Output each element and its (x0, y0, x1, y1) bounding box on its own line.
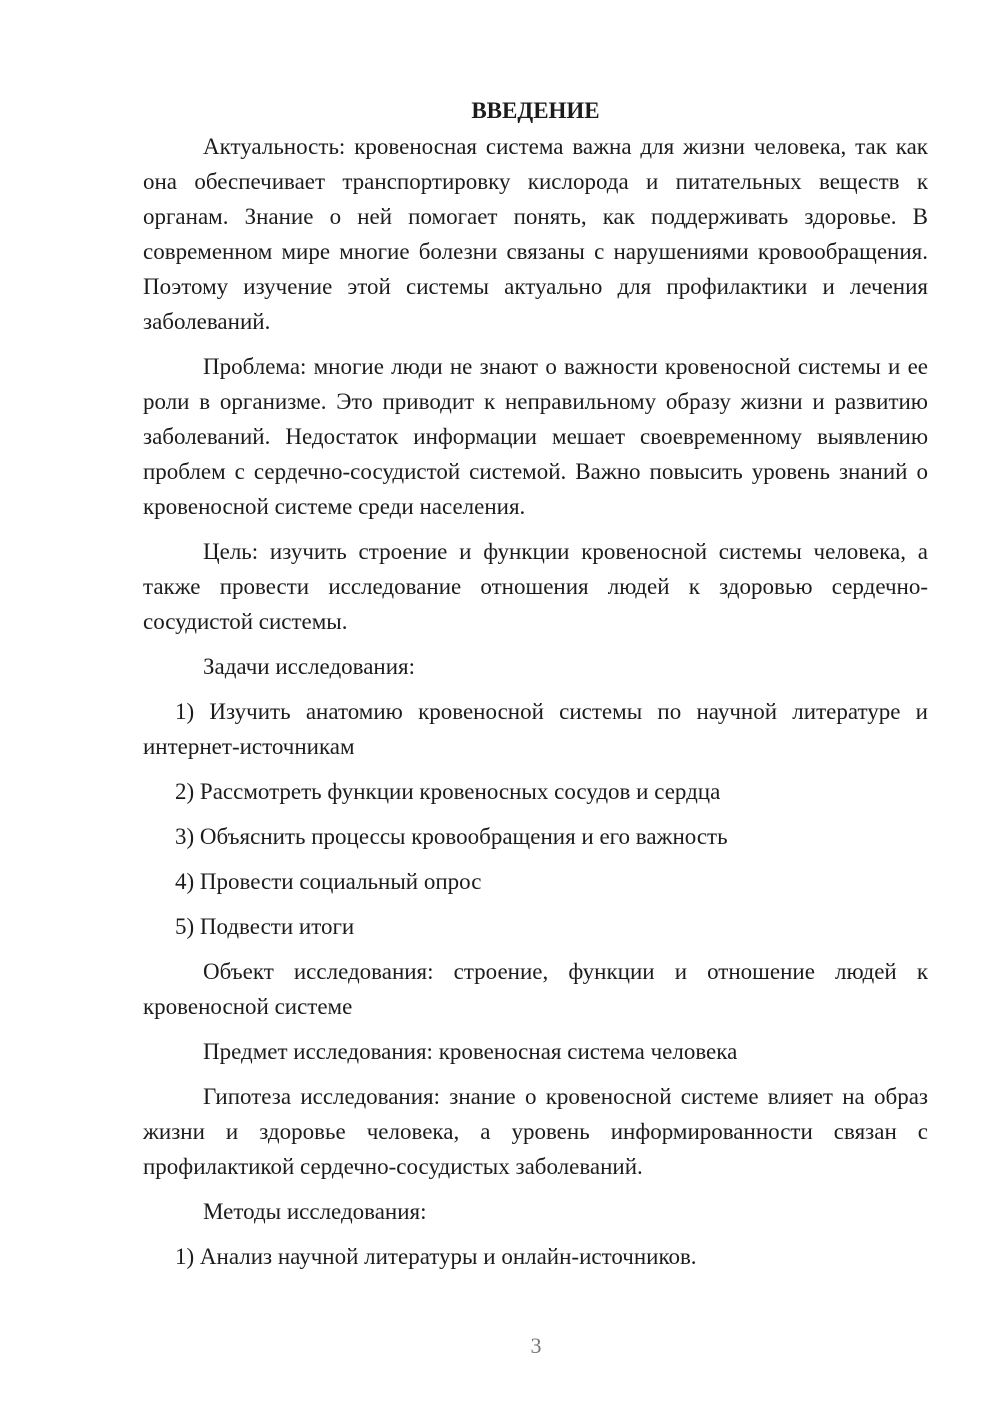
task-item-1: 1) Изучить анатомию кровеносной системы по научной литературе и интернет-источникам (143, 699, 928, 759)
task-item-4: 4) Провести социальный опрос (175, 869, 482, 894)
method-item-1: 1) Анализ научной литературы и онлайн-источников. (175, 1244, 697, 1269)
page-content (143, 93, 928, 1284)
tasks-heading: Задачи исследования: (203, 654, 416, 679)
relevance-paragraph: Актуальность: кровеносная система важна для жизни человека, так как она обеспечивает транспортировку кислорода и питательных веществ к органам. Знание о ней помогает понять, как поддерживать здоровье. В современном мире многие болезни связаны с нарушениями кровообращения. Поэтому изучение этой системы актуально для профилактики и лечения заболеваний. (143, 134, 928, 334)
goal-paragraph: Цель: изучить строение и функции кровеносной системы человека, а также провести исследование отношения людей к здоровью сердечно-сосудистой системы. (143, 539, 928, 634)
task-item-2: 2) Рассмотреть функции кровеносных сосудов и сердца (175, 779, 721, 804)
page-title: ВВЕДЕНИЕ (471, 98, 600, 123)
problem-paragraph: Проблема: многие люди не знают о важности кровеносной системы и ее роли в организме. Это приводит к неправильному образу жизни и развитию заболеваний. Недостаток информации мешает своевременному выявлению проблем с сердечно-сосудистой системой. Важно повысить уровень знаний о кровеносной системе среди населения. (143, 354, 928, 519)
task-item-5: 5) Подвести итоги (175, 914, 355, 939)
methods-heading: Методы исследования: (203, 1199, 427, 1224)
task-item-3: 3) Объяснить процессы кровообращения и его важность (175, 824, 728, 849)
hypothesis-paragraph: Гипотеза исследования: знание о кровеносной системе влияет на образ жизни и здоровье человека, а уровень информированности связан с профилактикой сердечно-сосудистых заболеваний. (143, 1084, 928, 1179)
page-number: 3 (530, 1333, 542, 1358)
object-paragraph: Объект исследования: строение, функции и отношение людей к кровеносной системе (143, 959, 928, 1019)
subject-paragraph: Предмет исследования: кровеносная система человека (203, 1039, 738, 1064)
